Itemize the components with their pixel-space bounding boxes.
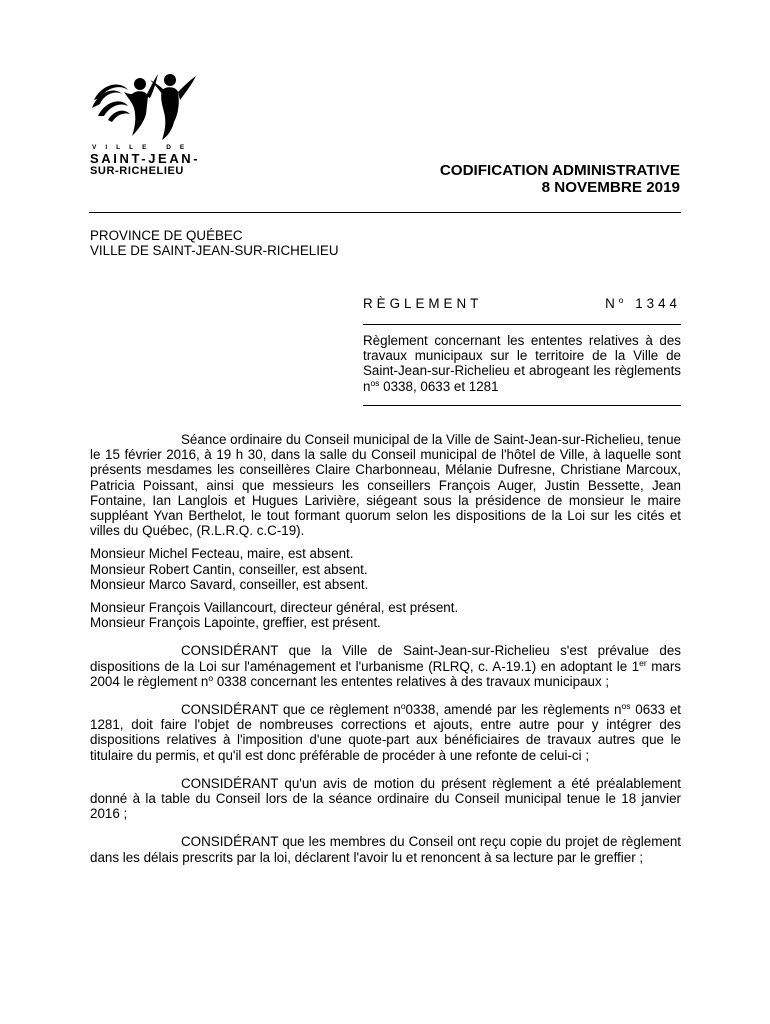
present-line: Monsieur François Vaillancourt, directeur général, est présent.: [90, 600, 459, 616]
codification-heading: [440, 162, 680, 196]
number-value: 1344: [635, 296, 681, 311]
c1-sup: o: [208, 672, 214, 683]
c2-sup: os: [621, 701, 631, 712]
c2-text: 0338, amendé par les règlements n: [405, 702, 622, 718]
c2-text: 0633 et 1281, doit faire l'objet de nombreuses corrections et ajouts, entre autre pour y intégrer des dispositions relatives à l'imposition d'une quote-part aux bénéficiaires de travaux autres que le titulaire du permis, et qu'il est donc préférable de procéder à une refonte de celui-ci ;: [90, 702, 681, 763]
c2-text: CONSIDÉRANT que ce règlement n: [181, 702, 401, 718]
c1-sup: er: [639, 657, 647, 668]
province-line: PROVINCE DE QUÉBEC: [90, 228, 243, 243]
province-block: [90, 228, 339, 258]
ville-line: VILLE DE SAINT-JEAN-SUR-RICHELIEU: [90, 243, 339, 259]
absent-line: Monsieur Robert Cantin, conseiller, est absent.: [90, 561, 368, 577]
desc-text-end: 0338, 0633 et 1281: [379, 378, 499, 394]
present-line: Monsieur François Lapointe, greffier, est présent.: [90, 615, 381, 631]
reglement-label: RÈGLEMENT: [363, 296, 483, 311]
document-body: [90, 432, 681, 865]
considerant-paragraph: [90, 643, 681, 689]
seance-paragraph: Séance ordinaire du Conseil municipal de la Ville de Saint-Jean-sur-Richelieu, tenue le 15 février 2016, à 19 h 30, dans la salle du Conseil municipal de l'hôtel de Ville, à laquelle sont présents mesdames les conseillères Claire Charbonneau, Mélanie Dufresne, Christiane Marcoux, Patricia Poissant, ainsi que messieurs les conseillers François Auger, Justin Bessette, Jean Fontaine, Ian Langlois et Hugues Larivière, siégeant sous la présidence de monsieur le maire suppléant Yvan Berthelot, le tout formant quorum selon les dispositions de la Loi sur les cités et villes du Québec, (R.L.R.Q. c.C-19).: [90, 432, 681, 539]
reglement-block: [363, 296, 681, 406]
c1-text: CONSIDÉRANT que la Ville de Saint-Jean-sur-Richelieu s'est prévalue des dispositions de la Loi sur l'aménagement et l'urbanisme (RLRQ, c. A-19.1) en adoptant le 1: [90, 643, 681, 674]
reglement-divider-bottom: [363, 405, 681, 406]
considerant-paragraph: [90, 702, 681, 763]
reglement-number: [605, 296, 681, 312]
reglement-description: [363, 333, 681, 394]
logo-city-line1: SAINT-JEAN-: [90, 151, 201, 166]
desc-sup: os: [370, 377, 380, 388]
dancing-figures-logo-icon: [88, 70, 200, 142]
logo-city-line2: SUR-RICHELIEU: [90, 165, 184, 177]
city-logo: [88, 70, 218, 182]
logo-wordmark: [90, 144, 200, 177]
number-prefix: N: [605, 296, 619, 311]
reglement-divider-top: [363, 324, 681, 325]
codification-date: 8 NOVEMBRE 2019: [541, 179, 680, 196]
absent-line: Monsieur Michel Fecteau, maire, est absent.: [90, 546, 354, 562]
number-sup: o: [618, 295, 628, 305]
header-divider: [89, 212, 681, 213]
considerant-paragraph: CONSIDÉRANT qu'un avis de motion du présent règlement a été préalablement donné à la table du Conseil lors de la séance ordinaire du Conseil municipal tenue le 18 janvier 2016 ;: [90, 775, 681, 822]
considerant-paragraph: CONSIDÉRANT que les membres du Conseil ont reçu copie du projet de règlement dans les délais prescrits par la loi, déclarent l'avoir lu et renoncent à sa lecture par le greffier ;: [90, 834, 681, 865]
c1-text: 0338 concernant les ententes relatives à des travaux municipaux ;: [213, 673, 610, 689]
desc-text: Règlement concernant les ententes relatives à des travaux municipaux sur le territoire de la Ville de Saint-Jean-sur-Richelieu et abrogeant les règlements n: [363, 333, 681, 394]
reglement-header: [363, 296, 681, 312]
codification-title: CODIFICATION ADMINISTRATIVE: [439, 162, 680, 179]
c2-sup: o: [400, 701, 406, 712]
absent-line: Monsieur Marco Savard, conseiller, est absent.: [90, 576, 369, 592]
c1-text: mars 2004 le règlement n: [90, 658, 681, 689]
logo-ville-text: VILLE DE: [92, 144, 194, 151]
